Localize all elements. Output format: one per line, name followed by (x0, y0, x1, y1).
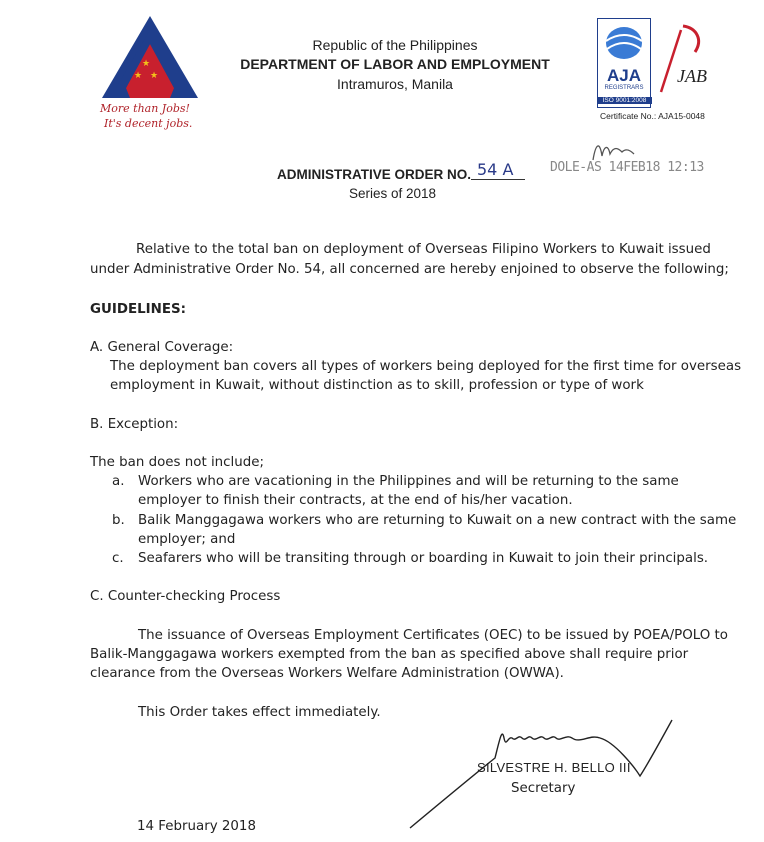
item-b-marker: b. (112, 513, 125, 528)
guidelines-heading: GUIDELINES: (90, 302, 186, 317)
item-c-line-1: Seafarers who will be transiting through or boarding in Kuwait to join their principals. (138, 551, 709, 566)
item-a-line-2: employer to finish their contracts, at the end of his/her vacation. (138, 493, 573, 508)
item-b-line-1: Balik Manggagawa workers who are returning to Kuwait on a new contract with the same (138, 513, 737, 528)
svg-text:★: ★ (142, 59, 151, 69)
signatory-name: SILVESTRE H. BELLO III (477, 760, 631, 775)
order-label: ADMINISTRATIVE ORDER NO. (277, 167, 472, 182)
intro-line-2: under Administrative Order No. 54, all concerned are hereby enjoined to observe the following; (90, 262, 729, 277)
jab-logo (655, 22, 705, 94)
document-date: 14 February 2018 (137, 819, 256, 834)
section-b-intro: The ban does not include; (90, 455, 264, 470)
globe-icon (598, 19, 650, 63)
item-b-line-2: employer; and (138, 532, 236, 547)
order-number: 54 A (471, 160, 525, 180)
svg-text:★: ★ (134, 71, 143, 81)
item-a-line-1: Workers who are vacationing in the Philippines and will be returning to the same (138, 474, 679, 489)
section-c-line-2: Balik-Manggagawa workers exempted from the ban as specified above shall require prior (90, 647, 689, 662)
signature (400, 708, 690, 842)
section-c-line-1: The issuance of Overseas Employment Certificates (OEC) to be issued by POEA/POLO to (138, 628, 728, 643)
section-c-heading: C. Counter-checking Process (90, 589, 281, 604)
jab-text: JAB (677, 66, 707, 86)
item-a-marker: a. (112, 474, 125, 489)
svg-text:★: ★ (150, 71, 159, 81)
tagline-1: More than Jobs! (100, 102, 190, 115)
certificate-number: Certificate No.: AJA15-0048 (600, 111, 705, 121)
effect-statement: This Order takes effect immediately. (138, 705, 381, 720)
item-c-marker: c. (112, 551, 124, 566)
section-a-line-1: The deployment ban covers all types of workers being deployed for the first time for overseas (110, 359, 742, 374)
tagline-2: It's decent jobs. (104, 117, 193, 130)
dole-triangle-icon (100, 14, 200, 100)
header-country: Republic of the Philippines (312, 37, 478, 53)
signatory-title: Secretary (511, 781, 576, 796)
intro-line-1: Relative to the total ban on deployment of Overseas Filipino Workers to Kuwait issued (136, 242, 711, 257)
header-location: Intramuros, Manila (337, 76, 453, 92)
aja-text: AJA (606, 66, 641, 85)
section-b-heading: B. Exception: (90, 417, 179, 432)
section-c-line-3: clearance from the Overseas Workers Welfare Administration (OWWA). (90, 666, 564, 681)
aja-sub: REGISTRARS (604, 85, 644, 91)
dole-logo (100, 14, 200, 100)
received-stamp: DOLE-AS 14FEB18 12:13 (550, 160, 704, 175)
header-department: DEPARTMENT OF LABOR AND EMPLOYMENT (240, 56, 550, 72)
section-a-line-2: employment in Kuwait, without distinction as to skill, profession or type of work (110, 378, 644, 393)
order-series: Series of 2018 (349, 186, 437, 201)
aja-logo (597, 18, 651, 108)
iso-label: ISO 9001:2008 (597, 97, 652, 104)
section-a-heading: A. General Coverage: (90, 340, 234, 355)
